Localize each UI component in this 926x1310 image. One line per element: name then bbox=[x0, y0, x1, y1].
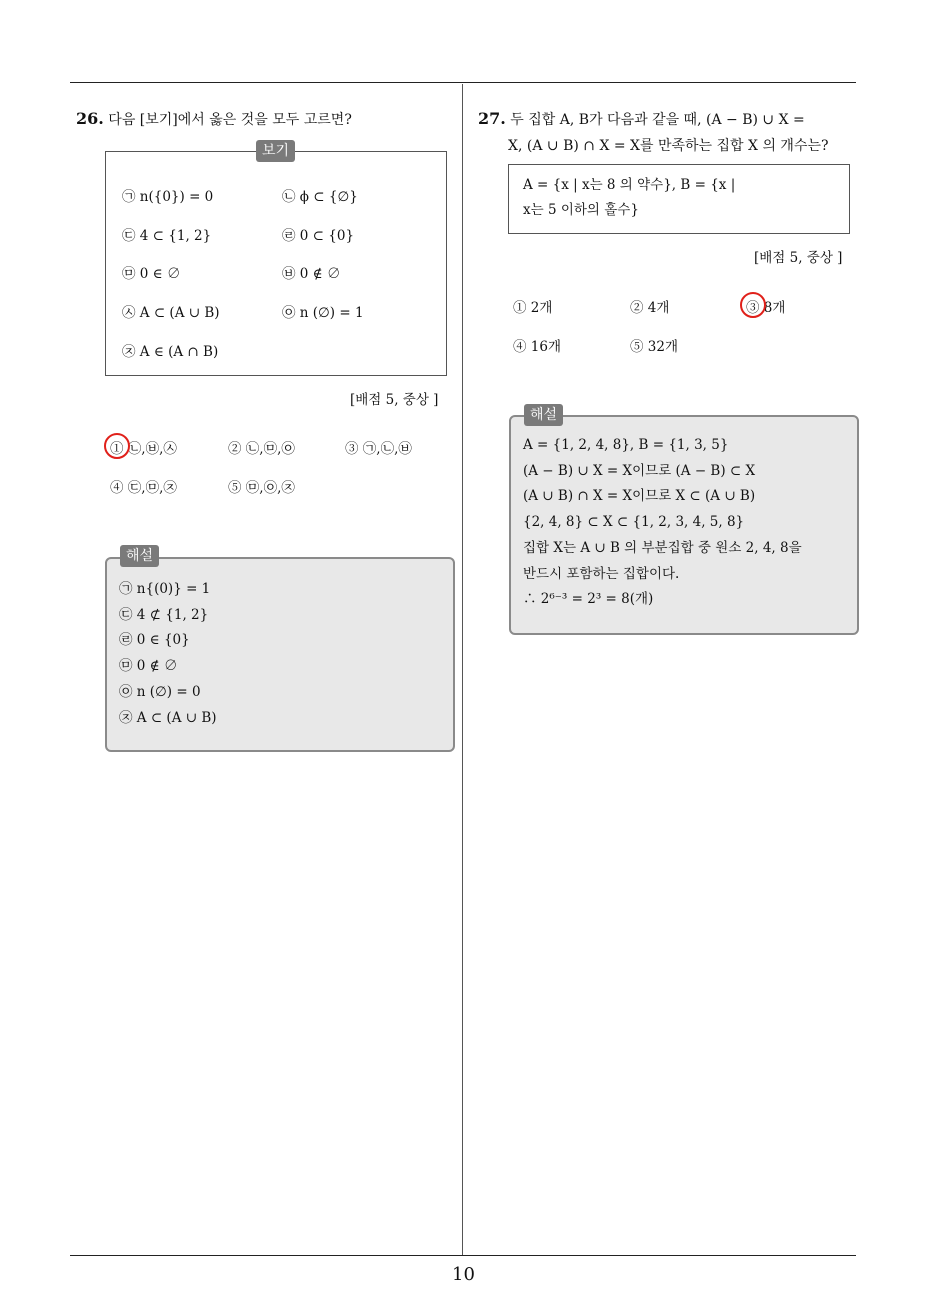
q27-solution-box bbox=[509, 415, 859, 635]
q26-answer-mark bbox=[104, 433, 130, 459]
top-rule bbox=[70, 82, 856, 83]
q27-solution-line: (A ∪ B) ∩ X = X이므로 X ⊂ (A ∪ B) bbox=[523, 488, 756, 505]
q27-solution-line: 반드시 포함하는 집합이다. bbox=[523, 565, 680, 582]
q27-score: [배점 5, 중상 ] bbox=[754, 250, 843, 266]
bogi-item-5: ㉤ 0 ∈ ∅ bbox=[122, 266, 181, 282]
q26-solution-line: ㉧ n (∅) = 0 bbox=[119, 683, 201, 700]
q27-solution-label: 해설 bbox=[524, 404, 563, 426]
q27-solution-line: A = {1, 2, 4, 8}, B = {1, 3, 5} bbox=[523, 437, 729, 453]
q27-answer-mark bbox=[740, 292, 766, 318]
q26-solution-line: ㉤ 0 ∉ ∅ bbox=[119, 658, 178, 675]
page-number: 10 bbox=[452, 1264, 475, 1285]
bogi-item-7: ㉦ A ⊂ (A ∪ B) bbox=[122, 305, 220, 321]
q26-text: 다음 [보기]에서 옳은 것을 모두 고르면? bbox=[108, 112, 352, 128]
q26-choice-5[interactable]: ⑤ ㉤,㉧,㉨ bbox=[228, 480, 295, 496]
q26-solution-line: ㉢ 4 ⊄ {1, 2} bbox=[119, 606, 209, 623]
q27-set-box-line2: x는 5 이하의 홀수} bbox=[523, 202, 639, 218]
q27-text-line2: X, (A ∪ B) ∩ X = X를 만족하는 집합 X 의 개수는? bbox=[508, 138, 829, 154]
bogi-item-1: ㉠ n({0}) = 0 bbox=[122, 189, 214, 205]
q27-choice-5[interactable]: ⑤ 32개 bbox=[630, 339, 679, 355]
q26-score: [배점 5, 중상 ] bbox=[350, 392, 439, 408]
bogi-item-6: ㉥ 0 ∉ ∅ bbox=[282, 266, 341, 282]
bottom-rule bbox=[70, 1255, 856, 1256]
q27-choice-3[interactable]: ③ 8개 bbox=[746, 300, 786, 316]
q27-solution-line: ∴ 2⁶⁻³ = 2³ = 8(개) bbox=[523, 591, 654, 608]
q26-choice-2[interactable]: ② ㉡,㉤,㉧ bbox=[228, 441, 295, 457]
q26-solution-box bbox=[105, 557, 455, 752]
q27-question bbox=[478, 106, 862, 159]
bogi-item-8: ㉧ n (∅) = 1 bbox=[282, 305, 364, 321]
bogi-item-9: ㉨ A ∈ (A ∩ B) bbox=[122, 344, 219, 360]
q26-solution-line: ㉠ n{(0)} = 1 bbox=[119, 581, 211, 597]
q26-question bbox=[76, 106, 456, 133]
q26-choice-4[interactable]: ④ ㉢,㉤,㉨ bbox=[110, 480, 177, 496]
bogi-item-2: ㉡ ϕ ⊂ {∅} bbox=[282, 189, 358, 205]
q27-choice-2[interactable]: ② 4개 bbox=[630, 300, 670, 316]
q26-solution-line: ㉨ A ⊂ (A ∪ B) bbox=[119, 709, 217, 726]
q27-set-box bbox=[508, 164, 850, 234]
q26-solution-label: 해설 bbox=[120, 545, 159, 567]
q27-text-line1: 두 집합 A, B가 다음과 같을 때, (A − B) ∪ X = bbox=[510, 112, 805, 128]
q27-solution-line: 집합 X는 A ∪ B 의 부분집합 중 원소 2, 4, 8을 bbox=[523, 539, 802, 556]
bogi-item-4: ㉣ 0 ⊂ {0} bbox=[282, 228, 355, 244]
q27-solution-line: (A − B) ∪ X = X이므로 (A − B) ⊂ X bbox=[523, 462, 756, 479]
q27-set-box-line1: A = {x | x는 8 의 약수}, B = {x | bbox=[523, 177, 736, 193]
q27-number: 27. bbox=[478, 109, 506, 128]
q26-solution-line: ㉣ 0 ∈ {0} bbox=[119, 632, 190, 649]
column-divider bbox=[462, 84, 463, 1256]
q27-choice-4[interactable]: ④ 16개 bbox=[513, 339, 562, 355]
q26-bogi-label: 보기 bbox=[256, 140, 295, 162]
bogi-item-3: ㉢ 4 ⊂ {1, 2} bbox=[122, 228, 212, 244]
q26-choice-3[interactable]: ③ ㉠,㉡,㉥ bbox=[345, 441, 412, 457]
q27-choice-1[interactable]: ① 2개 bbox=[513, 300, 553, 316]
q27-solution-line: {2, 4, 8} ⊂ X ⊂ {1, 2, 3, 4, 5, 8} bbox=[523, 514, 745, 531]
q26-choice-1[interactable]: ① ㉡,㉥,㉦ bbox=[110, 441, 177, 457]
q26-number: 26. bbox=[76, 109, 104, 128]
